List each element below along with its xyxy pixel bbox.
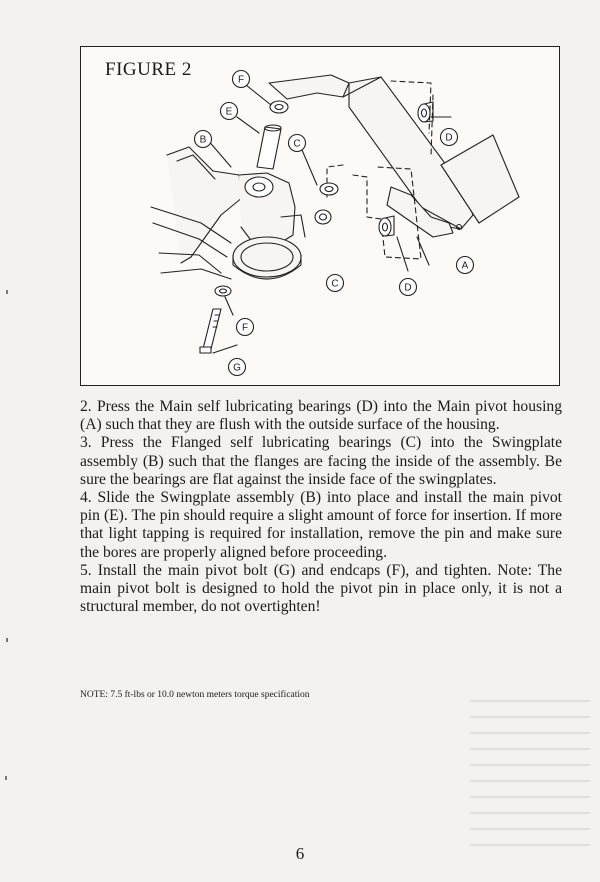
swingplate-assembly — [151, 147, 305, 279]
svg-text:D: D — [404, 282, 412, 294]
main-pivot-pin — [257, 125, 281, 169]
callout-a — [457, 257, 474, 274]
svg-text:C: C — [293, 138, 301, 150]
instruction-steps — [80, 398, 562, 616]
endcap-lower — [215, 286, 231, 296]
show-through-text — [470, 700, 590, 850]
step-2: 2. Press the Main self lubricating bearings (D) into the Main pivot housing (A) such that they are flush with the outside surface of the housing. — [80, 398, 562, 434]
callout-e — [221, 103, 238, 120]
torque-note: NOTE: 7.5 ft-lbs or 10.0 newton meters torque specification — [80, 690, 310, 700]
step-3: 3. Press the Flanged self lubricating bearings (C) into the Swingplate assembly (B) such that the flanges are facing the inside of the assembly. Be sure the bearings are flat against the inside face of the swingplates. — [80, 434, 562, 488]
callout-f-upper — [233, 71, 250, 88]
margin-speck — [6, 290, 8, 294]
svg-text:A: A — [461, 260, 469, 272]
figure-title: FIGURE 2 — [105, 59, 192, 80]
callout-c-lower — [327, 275, 344, 292]
exploded-assembly-drawing — [81, 47, 561, 387]
page-number: 6 — [295, 844, 305, 863]
figure-2-diagram — [80, 46, 560, 386]
step-4: 4. Slide the Swingplate assembly (B) into place and install the main pivot pin (E). The pin should require a slight amount of force for insertion. If more that light tapping is required for installation, remove the pin and make sure the bores are properly aligned before proceeding. — [80, 489, 562, 561]
svg-text:F: F — [241, 322, 249, 334]
svg-text:F: F — [237, 74, 245, 86]
callout-c-upper — [289, 135, 306, 152]
flanged-bearing-lower — [315, 210, 331, 224]
callout-g — [229, 359, 246, 376]
svg-text:D: D — [445, 132, 453, 144]
svg-text:E: E — [225, 106, 233, 118]
margin-speck — [5, 776, 7, 780]
main-bearing-upper — [418, 102, 433, 122]
main-pivot-bolt — [200, 309, 221, 353]
endcap-upper — [270, 101, 288, 113]
main-pivot-housing — [269, 75, 519, 237]
svg-text:B: B — [199, 134, 207, 146]
callout-d-upper — [441, 129, 458, 146]
margin-speck — [6, 638, 8, 642]
svg-text:G: G — [233, 362, 241, 374]
svg-text:C: C — [331, 278, 339, 290]
callout-d-lower — [400, 279, 417, 296]
callout-b — [195, 131, 212, 148]
callout-f-lower — [237, 319, 254, 336]
flanged-bearing-upper — [320, 183, 338, 195]
step-5: 5. Install the main pivot bolt (G) and endcaps (F), and tighten. Note: The main pivot bolt is designed to hold the pivot pin in place only, it is not a structural member, do not overtighten! — [80, 561, 562, 616]
